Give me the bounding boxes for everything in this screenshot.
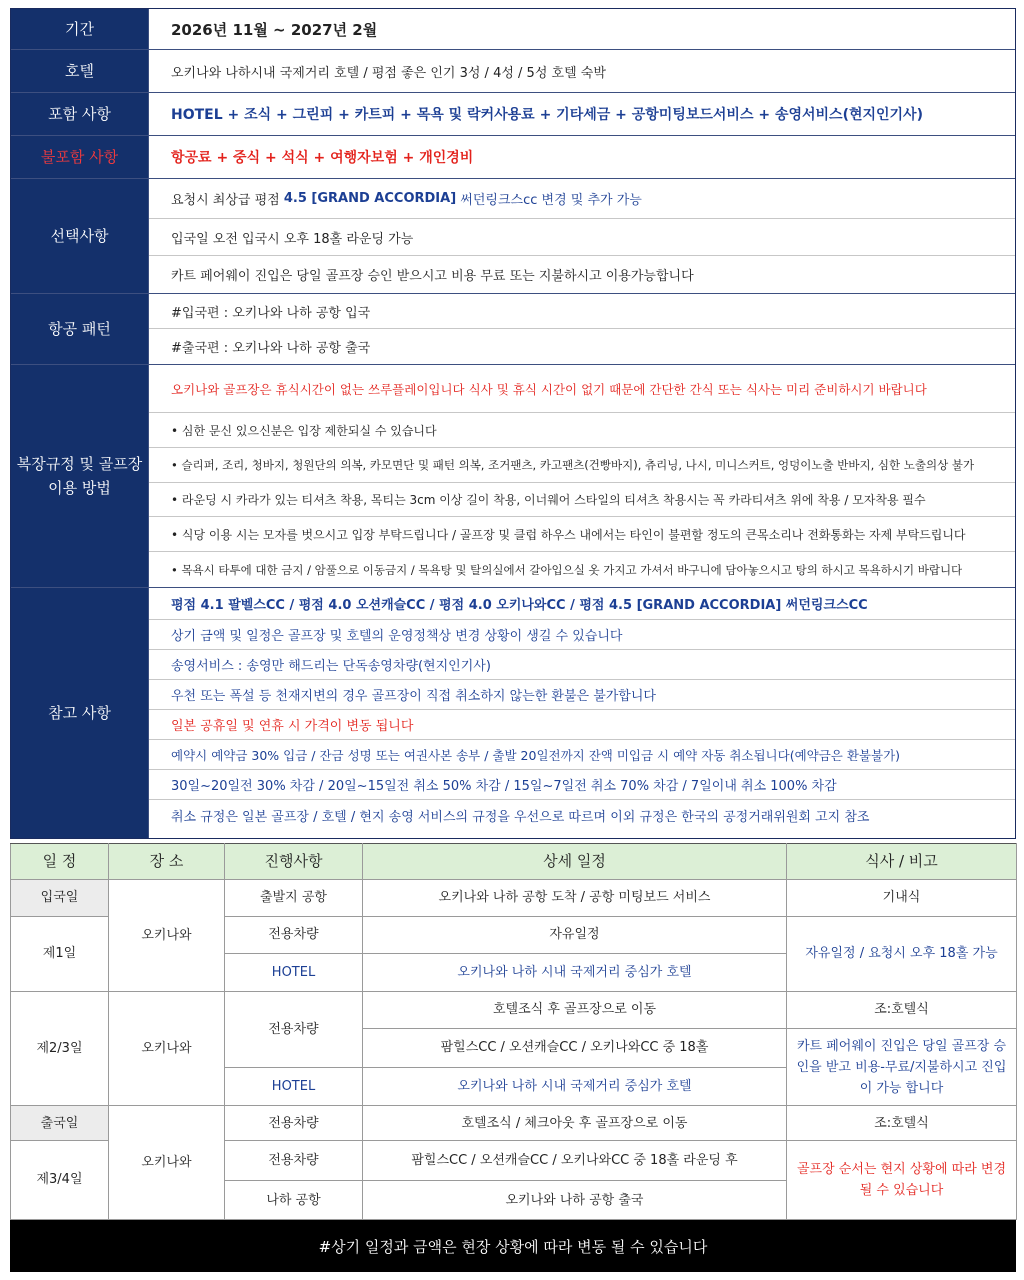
notes-label: 참고 사항 <box>11 588 149 838</box>
header-day: 일 정 <box>11 844 109 880</box>
place-cell: 오키나와 <box>109 880 225 992</box>
detail-cell: 팜힐스CC / 오션캐슬CC / 오키나와CC 중 18홀 라운딩 후 <box>363 1140 787 1181</box>
meal-cell: 카트 페어웨이 진입은 당일 골프장 승인을 받고 비용-무료/지불하시고 진입이 가능 합니다 <box>787 1029 1017 1106</box>
progress-cell: 전용차량 <box>225 991 363 1067</box>
detail-cell: 호텔조식 후 골프장으로 이동 <box>363 991 787 1029</box>
excluded-label: 불포함 사항 <box>11 136 149 178</box>
flight-label: 항공 패턴 <box>11 294 149 364</box>
meal-cell: 조:호텔식 <box>787 1106 1017 1141</box>
option-row <box>149 179 1015 219</box>
dress-rule: • 라운딩 시 카라가 있는 티셔츠 착용, 목티는 3cm 이상 길이 착용, 이너웨어 스타일의 티셔츠 착용시는 꼭 카라티셔츠 위에 착용 / 모자착용 필수 <box>149 483 1015 517</box>
detail-cell: 오키나와 나하 공항 출국 <box>363 1181 787 1220</box>
note-row: 송영서비스 : 송영만 해드리는 단독송영차량(현지인기사) <box>149 650 1015 680</box>
header-meal: 식사 / 비고 <box>787 844 1017 880</box>
progress-cell: 전용차량 <box>225 1106 363 1141</box>
note-row: 취소 규정은 일본 골프장 / 호텔 / 현지 송영 서비스의 규정을 우선으로 따르며 이외 규정은 한국의 공정거래위원회 고지 참조 <box>171 809 870 825</box>
hotel-label: 호텔 <box>11 50 149 92</box>
option-text-post: 써던링크스cc 변경 및 추가 가능 <box>456 193 642 208</box>
note-row: 예약시 예약금 30% 입금 / 잔금 성명 또는 여권사본 송부 / 출발 20일전까지 잔액 미입금 시 예약 자동 취소됩니다(예약금은 환불불가) <box>149 740 1015 770</box>
flight-row: #출국편 : 오키나와 나하 공항 출국 <box>171 341 371 356</box>
option-row: 입국일 오전 입국시 오후 18홀 라운딩 가능 <box>149 219 1015 256</box>
header-detail: 상세 일정 <box>363 844 787 880</box>
dress-section <box>11 365 1015 588</box>
flight-row: #입국편 : 오키나와 나하 공항 입국 <box>149 294 1015 329</box>
dress-rule: • 목욕시 타투에 대한 금지 / 암풀으로 이동금지 / 목욕탕 및 탈의실에서 갈아입으실 옷 가지고 가셔서 바구니에 담아놓으시고 탕의 하시고 목욕하시기 바랍니다 <box>171 562 963 577</box>
period-value: 2026년 11월 ~ 2027년 2월 <box>171 20 378 39</box>
day-cell: 입국일 <box>11 880 109 917</box>
note-row: 상기 금액 및 일정은 골프장 및 호텔의 운영정책상 변경 상황이 생길 수 있습니다 <box>149 620 1015 650</box>
detail-cell: 오키나와 나하 시내 국제거리 중심가 호텔 <box>363 1067 787 1106</box>
day-cell: 제3/4일 <box>11 1140 109 1219</box>
day-cell: 제2/3일 <box>11 991 109 1106</box>
note-row: 평점 4.1 팔벨스CC / 평점 4.0 오션캐슬CC / 평점 4.0 오키나와CC / 평점 4.5 [GRAND ACCORDIA] 써던링크스CC <box>149 588 1015 620</box>
detail-cell: 자유일정 <box>363 916 787 954</box>
meal-cell: 기내식 <box>787 880 1017 917</box>
flight-section <box>11 294 1015 365</box>
notes-section <box>11 588 1015 838</box>
place-cell: 오키나와 <box>109 991 225 1106</box>
footer-notice: #상기 일정과 금액은 현장 상황에 따라 변동 될 수 있습니다 <box>10 1220 1016 1272</box>
options-section <box>11 179 1015 294</box>
schedule-header-row <box>11 844 1017 880</box>
detail-cell: 호텔조식 / 체크아웃 후 골프장으로 이동 <box>363 1106 787 1141</box>
meal-cell: 골프장 순서는 현지 상황에 따라 변경 될 수 있습니다 <box>787 1140 1017 1219</box>
note-row: 일본 공휴일 및 연휴 시 가격이 변동 됩니다 <box>149 710 1015 740</box>
progress-cell: 전용차량 <box>225 916 363 954</box>
progress-cell: HOTEL <box>225 954 363 992</box>
progress-cell: 출발지 공항 <box>225 880 363 917</box>
meal-cell: 조:호텔식 <box>787 991 1017 1029</box>
detail-cell: 오키나와 나하 시내 국제거리 중심가 호텔 <box>363 954 787 992</box>
dress-rule: • 슬리퍼, 조리, 청바지, 청원단의 의복, 카모면단 및 패턴 의복, 조거팬츠, 카고팬츠(건빵바지), 츄리닝, 나시, 미니스커트, 엉덩이노출 반바지, 심한 노출의상 불가 <box>149 448 1015 483</box>
option-text-pre: 요청시 최상급 평점 <box>171 193 284 208</box>
option-row: 카트 페어웨이 진입은 당일 골프장 승인 받으시고 비용 무료 또는 지불하시고 이용가능합니다 <box>171 269 694 284</box>
day-cell: 출국일 <box>11 1106 109 1141</box>
info-table <box>10 8 1016 839</box>
hotel-section <box>11 50 1015 93</box>
dress-rule: • 심한 문신 있으신분은 입장 제한되실 수 있습니다 <box>149 413 1015 448</box>
excluded-section <box>11 136 1015 179</box>
excluded-value: 항공료 + 중식 + 석식 + 여행자보험 + 개인경비 <box>171 150 474 166</box>
included-label: 포함 사항 <box>11 93 149 135</box>
dress-notice: 오키나와 골프장은 휴식시간이 없는 쓰루플레이입니다 식사 및 휴식 시간이 없기 때문에 간단한 간식 또는 식사는 미리 준비하시기 바랍니다 <box>149 365 1015 413</box>
schedule-table <box>10 843 1017 1220</box>
hotel-value: 오키나와 나하시내 국제거리 호텔 / 평점 좋은 인기 3성 / 4성 / 5성 호텔 숙박 <box>171 65 606 81</box>
header-place: 장 소 <box>109 844 225 880</box>
period-label: 기간 <box>11 9 149 49</box>
table-row <box>11 1106 1017 1141</box>
progress-cell: 나하 공항 <box>225 1181 363 1220</box>
meal-cell: 자유일정 / 요청시 오후 18홀 가능 <box>787 916 1017 991</box>
header-progress: 진행사항 <box>225 844 363 880</box>
progress-cell: 전용차량 <box>225 1140 363 1181</box>
period-section <box>11 9 1015 50</box>
options-label: 선택사항 <box>11 179 149 293</box>
note-row: 30일~20일전 30% 차감 / 20일~15일전 취소 50% 차감 / 15일~7일전 취소 70% 차감 / 7일이내 취소 100% 차감 <box>149 770 1015 800</box>
dress-label: 복장규정 및 골프장 이용 방법 <box>11 365 149 587</box>
table-row <box>11 880 1017 917</box>
option-text-bold: 4.5 [GRAND ACCORDIA] <box>283 191 457 206</box>
included-value: HOTEL + 조식 + 그린피 + 카트피 + 목욕 및 락커사용료 + 기타세금 + 공항미팅보드서비스 + 송영서비스(현지인기사) <box>171 107 923 123</box>
note-row: 우천 또는 폭설 등 천재지변의 경우 골프장이 직접 취소하지 않는한 환불은 불가합니다 <box>149 680 1015 710</box>
included-section <box>11 93 1015 136</box>
place-cell: 오키나와 <box>109 1106 225 1220</box>
day-cell: 제1일 <box>11 916 109 991</box>
table-row <box>11 991 1017 1029</box>
detail-cell: 팜힐스CC / 오션캐슬CC / 오키나와CC 중 18홀 <box>363 1029 787 1068</box>
detail-cell: 오키나와 나하 공항 도착 / 공항 미팅보드 서비스 <box>363 880 787 917</box>
progress-cell: HOTEL <box>225 1067 363 1106</box>
dress-rule: • 식당 이용 시는 모자를 벗으시고 입장 부탁드립니다 / 골프장 및 클럽 하우스 내에서는 타인이 불편할 정도의 큰목소리나 전화통화는 자제 부탁드립니다 <box>149 517 1015 552</box>
